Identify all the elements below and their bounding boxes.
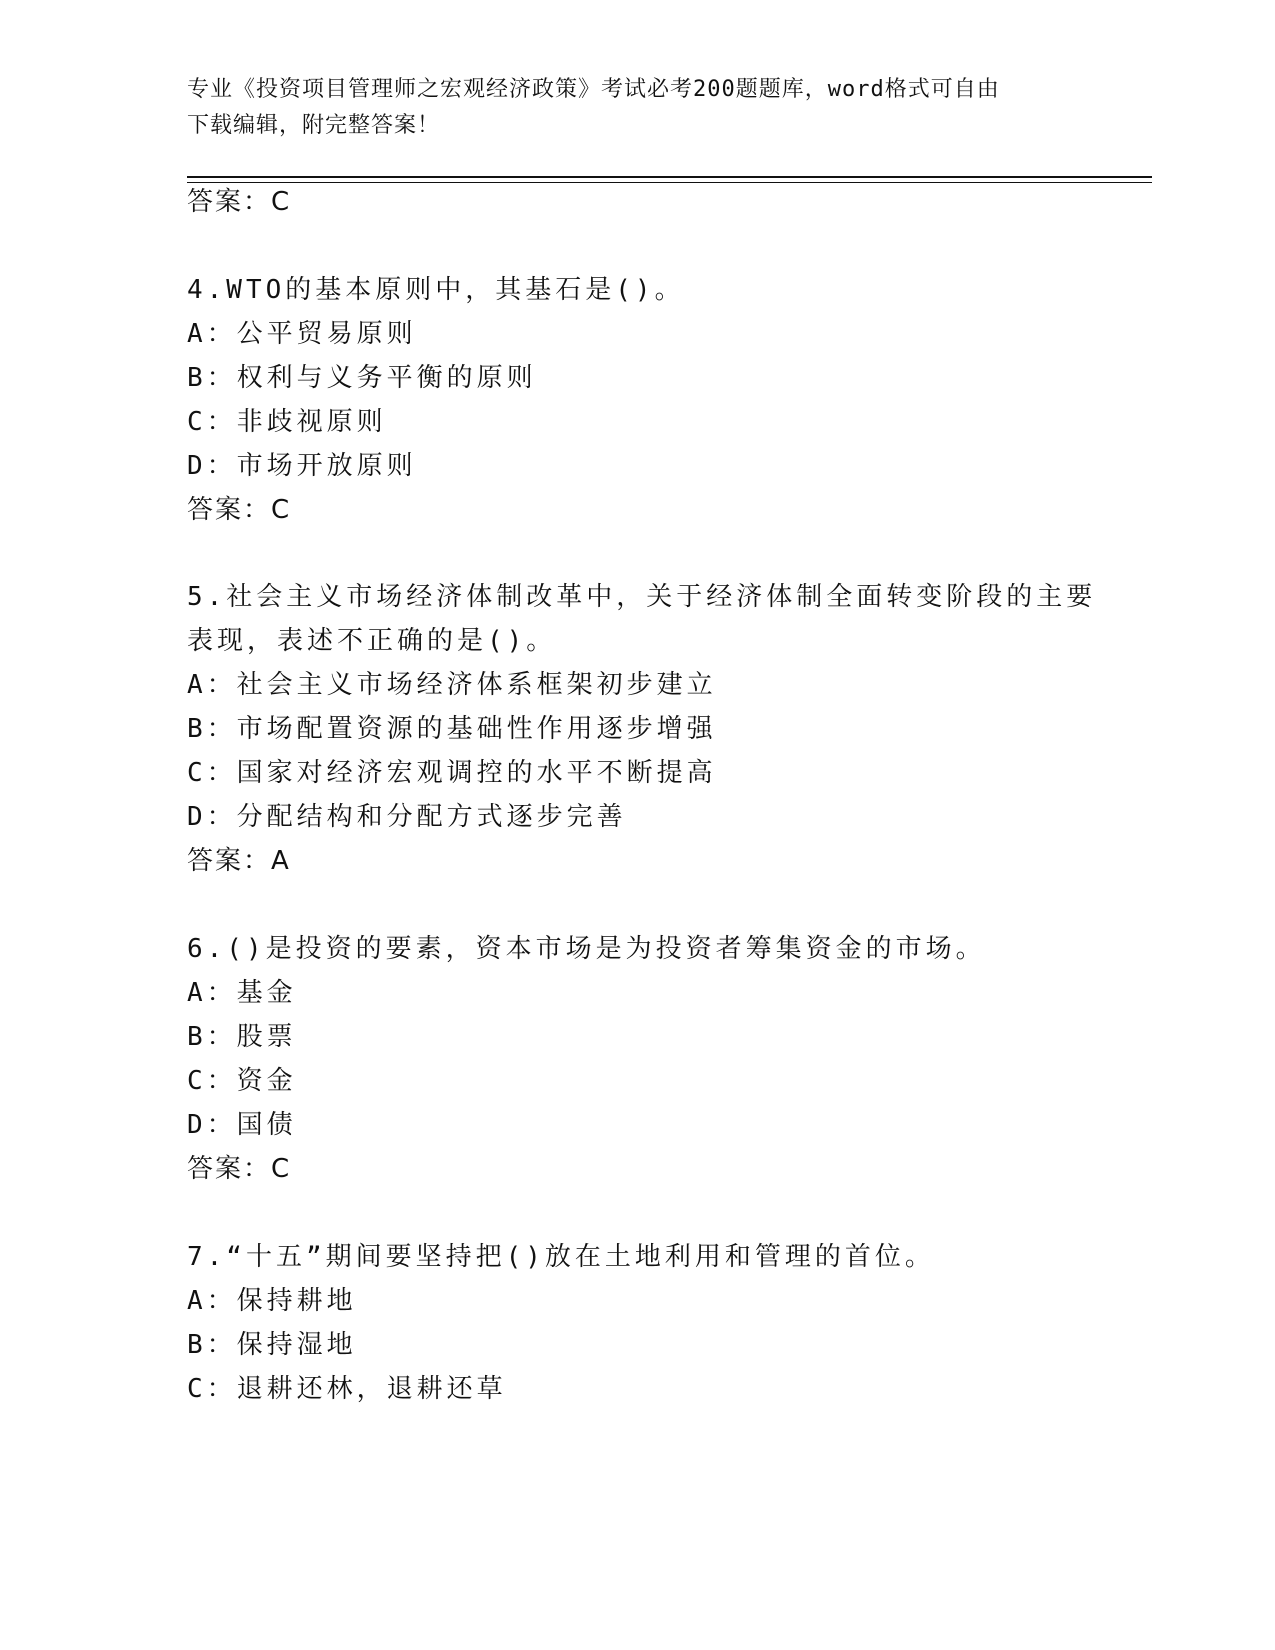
- question-4-option-b: B：权利与义务平衡的原则: [187, 363, 537, 393]
- question-5-option-d: D：分配结构和分配方式逐步完善: [187, 802, 627, 832]
- question-5-stem-line-1: 5.社会主义市场经济体制改革中，关于经济体制全面转变阶段的主要: [187, 582, 1097, 612]
- question-4-option-d: D：市场开放原则: [187, 451, 417, 481]
- question-6-option-d: D：国债: [187, 1110, 297, 1140]
- document-header: [187, 72, 1087, 144]
- question-6-option-c: C：资金: [187, 1066, 297, 1096]
- answer-previous: 答案：C: [187, 187, 292, 217]
- question-5-option-a: A：社会主义市场经济体系框架初步建立: [187, 670, 717, 700]
- question-4-answer: 答案：C: [187, 495, 292, 525]
- question-7-option-c: C：退耕还林，退耕还草: [187, 1374, 507, 1404]
- header-line-1: 专业《投资项目管理师之宏观经济政策》考试必考200题题库，word格式可自由: [187, 77, 1000, 102]
- question-4-option-a: A：公平贸易原则: [187, 319, 417, 349]
- question-4-stem: 4.WTO的基本原则中，其基石是()。: [187, 275, 685, 305]
- question-5-stem-line-2: 表现，表述不正确的是()。: [187, 626, 557, 656]
- question-7-stem: 7.“十五”期间要坚持把()放在土地利用和管理的首位。: [187, 1242, 935, 1272]
- header-line-2: 下载编辑，附完整答案！: [187, 113, 441, 138]
- question-7-option-a: A：保持耕地: [187, 1286, 357, 1316]
- header-divider-thick: [187, 176, 1152, 178]
- question-5-option-c: C：国家对经济宏观调控的水平不断提高: [187, 758, 717, 788]
- question-6-option-a: A：基金: [187, 978, 297, 1008]
- question-4-option-c: C：非歧视原则: [187, 407, 387, 437]
- question-6-stem: 6.()是投资的要素，资本市场是为投资者筹集资金的市场。: [187, 934, 986, 964]
- question-5-answer: 答案：A: [187, 846, 291, 876]
- question-6-answer: 答案：C: [187, 1154, 292, 1184]
- question-6-option-b: B：股票: [187, 1022, 297, 1052]
- question-7-option-b: B：保持湿地: [187, 1330, 357, 1360]
- header-divider-thin: [187, 182, 1152, 183]
- question-5-option-b: B：市场配置资源的基础性作用逐步增强: [187, 714, 717, 744]
